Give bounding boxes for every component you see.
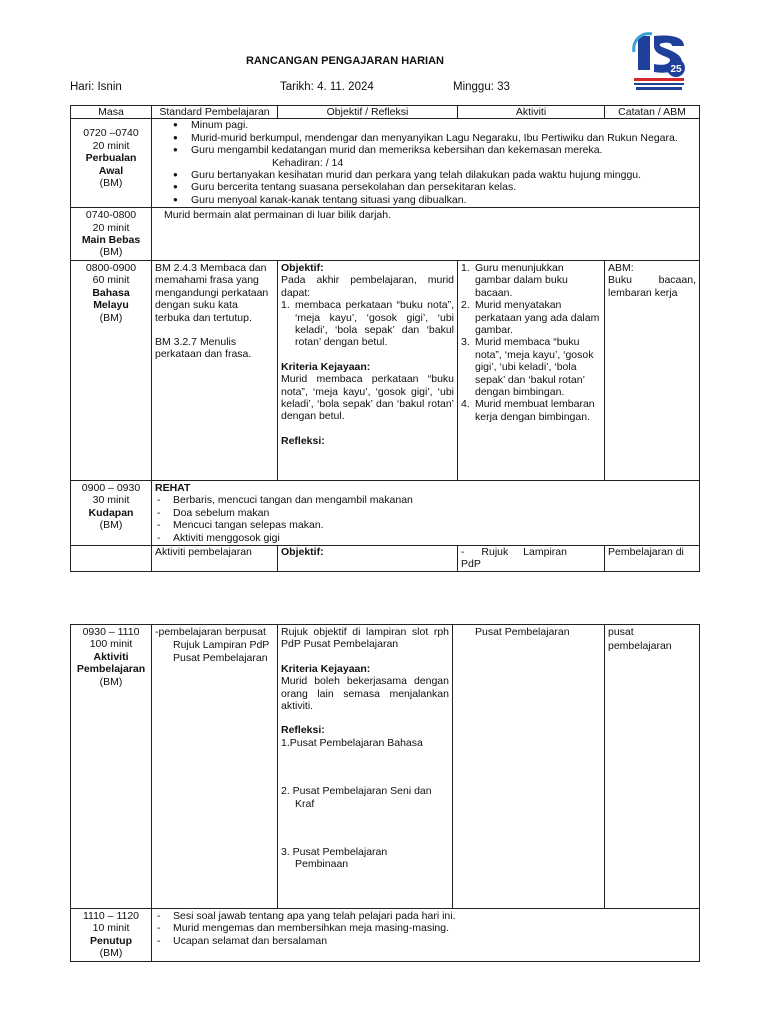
language: (BM) <box>99 246 123 259</box>
activity-cell <box>453 625 605 909</box>
duration: 100 minit <box>89 638 133 651</box>
table-row <box>71 480 700 545</box>
list-item: 4. Murid membuat lembaran kerja dengan bimbingan. <box>461 398 595 423</box>
duration: 20 minit <box>92 139 130 152</box>
lesson-plan-table-page1 <box>70 105 700 572</box>
reflection-heading: Refleksi: <box>281 724 325 737</box>
criteria-heading: Kriteria Kejayaan: <box>281 662 371 675</box>
session-name: Perbualan <box>85 152 137 165</box>
table-row <box>71 260 700 480</box>
table-row <box>71 208 700 261</box>
attendance-text: Kehadiran: / 14 <box>272 156 344 169</box>
language: (BM) <box>99 177 123 190</box>
language: (BM) <box>99 519 123 532</box>
criteria-text: Murid boleh bekerjasama dengan orang lain semasa menjalankan aktiviti. <box>281 675 449 713</box>
list-item: - Doa sebelum makan <box>155 507 696 519</box>
col-header-objektif: Objektif / Refleksi <box>278 106 458 119</box>
session-name: Awal <box>98 164 124 177</box>
col-header-standard: Standard Pembelajaran <box>152 106 278 119</box>
list-item: ● Guru menyoal kanak-kanak tentang situasi yang dibualkan. <box>173 194 696 206</box>
col-header-aktiviti: Aktiviti <box>458 106 605 119</box>
notes-cell <box>605 260 700 480</box>
reflection-item: Kraf <box>295 797 315 810</box>
duration: 20 minit <box>92 221 130 234</box>
reflection-item: 3. Pusat Pembelajaran <box>281 846 388 859</box>
list-item: - Aktiviti menggosok gigi <box>155 532 696 544</box>
lesson-plan-table-page2 <box>70 624 700 962</box>
session-name: Main Bebas <box>81 234 141 247</box>
activity-text: Murid bermain alat permainan di luar bilik darjah. <box>164 209 392 222</box>
break-cell <box>152 480 700 545</box>
header-tarikh: Tarikh: 4. 11. 2024 <box>280 81 374 93</box>
standard-text: Rujuk Lampiran PdP <box>173 639 270 652</box>
duration: 10 minit <box>92 922 130 935</box>
objective-heading: Objektif: <box>281 261 324 274</box>
objective-number: 1. <box>281 299 290 312</box>
session-name: Kudapan <box>88 506 134 519</box>
time: 0800-0900 <box>85 261 137 274</box>
closing-cell <box>152 909 700 962</box>
list-item: ● Guru bertanyakan kesihatan murid dan perkara yang telah dilakukan pada waktu hujung minggu. <box>173 169 696 181</box>
language: (BM) <box>99 947 123 960</box>
time: 0900 – 0930 <box>81 481 141 494</box>
time-cell <box>71 480 152 545</box>
standard-cell: Aktiviti pembelajaran <box>152 545 278 571</box>
objective-item: membaca perkataan “buku nota”, ‘meja kayu’, ‘gosok gigi’, ‘ubi keladi’, ‘bola sepak’ dan ‘bakul rotan’ dengan betul. <box>295 299 454 349</box>
time-cell <box>71 260 152 480</box>
duration: 60 minit <box>92 274 130 287</box>
school-logo <box>630 30 688 100</box>
objective-cell <box>278 625 453 909</box>
reflection-item: Pembinaan <box>295 858 349 871</box>
session-name: Penutup <box>90 934 132 947</box>
activity-text: Rujuk Lampiran PdP <box>461 545 567 571</box>
table-header-row <box>71 106 700 119</box>
list-item: - Mencuci tangan selepas makan. <box>155 519 696 531</box>
table-row <box>71 545 700 571</box>
table-row <box>71 119 700 208</box>
objective-heading: Objektif: <box>278 545 458 571</box>
list-item: 2. Murid menyatakan perkataan yang ada dalam gambar. <box>461 299 600 336</box>
page-title: RANCANGAN PENGAJARAN HARIAN <box>245 55 444 67</box>
col-header-masa: Masa <box>71 106 152 119</box>
col-header-catatan: Catatan / ABM <box>605 106 700 119</box>
session-name: Melayu <box>93 299 129 312</box>
header-hari: Hari: Isnin <box>70 81 122 93</box>
list-item: 3. Murid membaca “buku nota”, ‘meja kayu’, ‘gosok gigi’, ‘ubi keladi’, ‘bola sepak’ dan ‘bakul rotan’ dengan bimbingan. <box>461 336 594 398</box>
session-name: Aktiviti <box>93 650 129 663</box>
criteria-heading: Kriteria Kejayaan: <box>281 360 371 373</box>
list-item: 1. Guru menunjukkan gambar dalam buku bacaan. <box>461 261 568 299</box>
objective-text: Rujuk objektif di lampiran slot rph PdP Pusat Pembelajaran <box>281 626 449 651</box>
list-item: - Sesi soal jawab tentang apa yang telah pelajari pada hari ini. <box>155 910 696 922</box>
time-cell <box>71 909 152 962</box>
list-item: - Ucapan selamat dan bersalaman <box>155 935 696 947</box>
standard-text: BM 2.4.3 Membaca dan memahami frasa yang mengandungi perkataan dengan suku kata terbuka dan tertutup. <box>155 261 269 324</box>
standard-text: Pusat Pembelajaran <box>173 651 268 664</box>
time-cell <box>71 545 152 571</box>
standard-cell <box>152 625 278 909</box>
standard-cell <box>152 260 278 480</box>
time: 1110 – 1120 <box>82 910 140 922</box>
time: 0930 – 1110 <box>82 626 140 638</box>
activity-list-cell <box>152 119 700 208</box>
abm-text: Buku bacaan, lembaran kerja <box>608 274 696 299</box>
table-row <box>71 909 700 962</box>
list-item: ● Guru mengambil kedatangan murid dan memeriksa kebersihan dan kekemasan mereka. <box>173 144 696 156</box>
list-item: ● Guru bercerita tentang suasana persekolahan dan persekitaran kelas. <box>173 181 696 193</box>
reflection-heading: Refleksi: <box>281 434 325 447</box>
language: (BM) <box>99 311 123 324</box>
list-item: - Murid mengemas dan membersihkan meja masing-masing. <box>155 922 696 934</box>
time-cell <box>71 625 152 909</box>
standard-text: -pembelajaran berpusat <box>155 626 266 638</box>
activity-cell: - Rujuk Lampiran PdP <box>458 545 605 571</box>
table-row <box>71 625 700 909</box>
notes-cell <box>605 625 700 909</box>
time-cell <box>71 119 152 208</box>
abm-heading: ABM: <box>608 261 634 274</box>
activity-cell <box>152 208 700 261</box>
break-heading: REHAT <box>155 481 191 494</box>
reflection-item: 2. Pusat Pembelajaran Seni dan <box>281 785 432 798</box>
language: (BM) <box>99 675 123 688</box>
time-cell <box>71 208 152 261</box>
list-item: - Berbaris, mencuci tangan dan mengambil makanan <box>155 494 696 506</box>
notes-text: pembelajaran <box>608 640 672 653</box>
activity-cell <box>458 260 605 480</box>
standard-text: BM 3.2.7 Menulis perkataan dan frasa. <box>155 335 252 361</box>
objective-cell <box>278 260 458 480</box>
logo-number: 25 <box>670 64 682 75</box>
list-item: ● Minum pagi. <box>173 119 696 131</box>
session-name: Pembelajaran <box>76 663 146 676</box>
list-item: ● Murid-murid berkumpul, mendengar dan menyanyikan Lagu Negaraku, Ibu Pertiwiku dan Rukun Negara. <box>173 132 696 144</box>
activity-text: Pusat Pembelajaran <box>475 626 570 638</box>
notes-text: pusat <box>608 626 634 638</box>
objective-text: Pada akhir pembelajaran, murid dapat: <box>281 274 454 299</box>
duration: 30 minit <box>92 494 130 507</box>
header-minggu: Minggu: 33 <box>453 81 510 93</box>
criteria-text: Murid membaca perkataan “buku nota”, ‘meja kayu’, ‘gosok gigi’, ‘ubi keladi’, ‘bola sepak’ dan ‘bakul rotan’ dengan betul. <box>281 373 454 423</box>
time: 0720 –0740 <box>83 127 139 140</box>
time: 0740-0800 <box>85 209 137 222</box>
notes-cell: Pembelajaran di <box>605 545 700 571</box>
reflection-item: 1.Pusat Pembelajaran Bahasa <box>281 736 423 749</box>
session-name: Bahasa <box>92 286 130 299</box>
